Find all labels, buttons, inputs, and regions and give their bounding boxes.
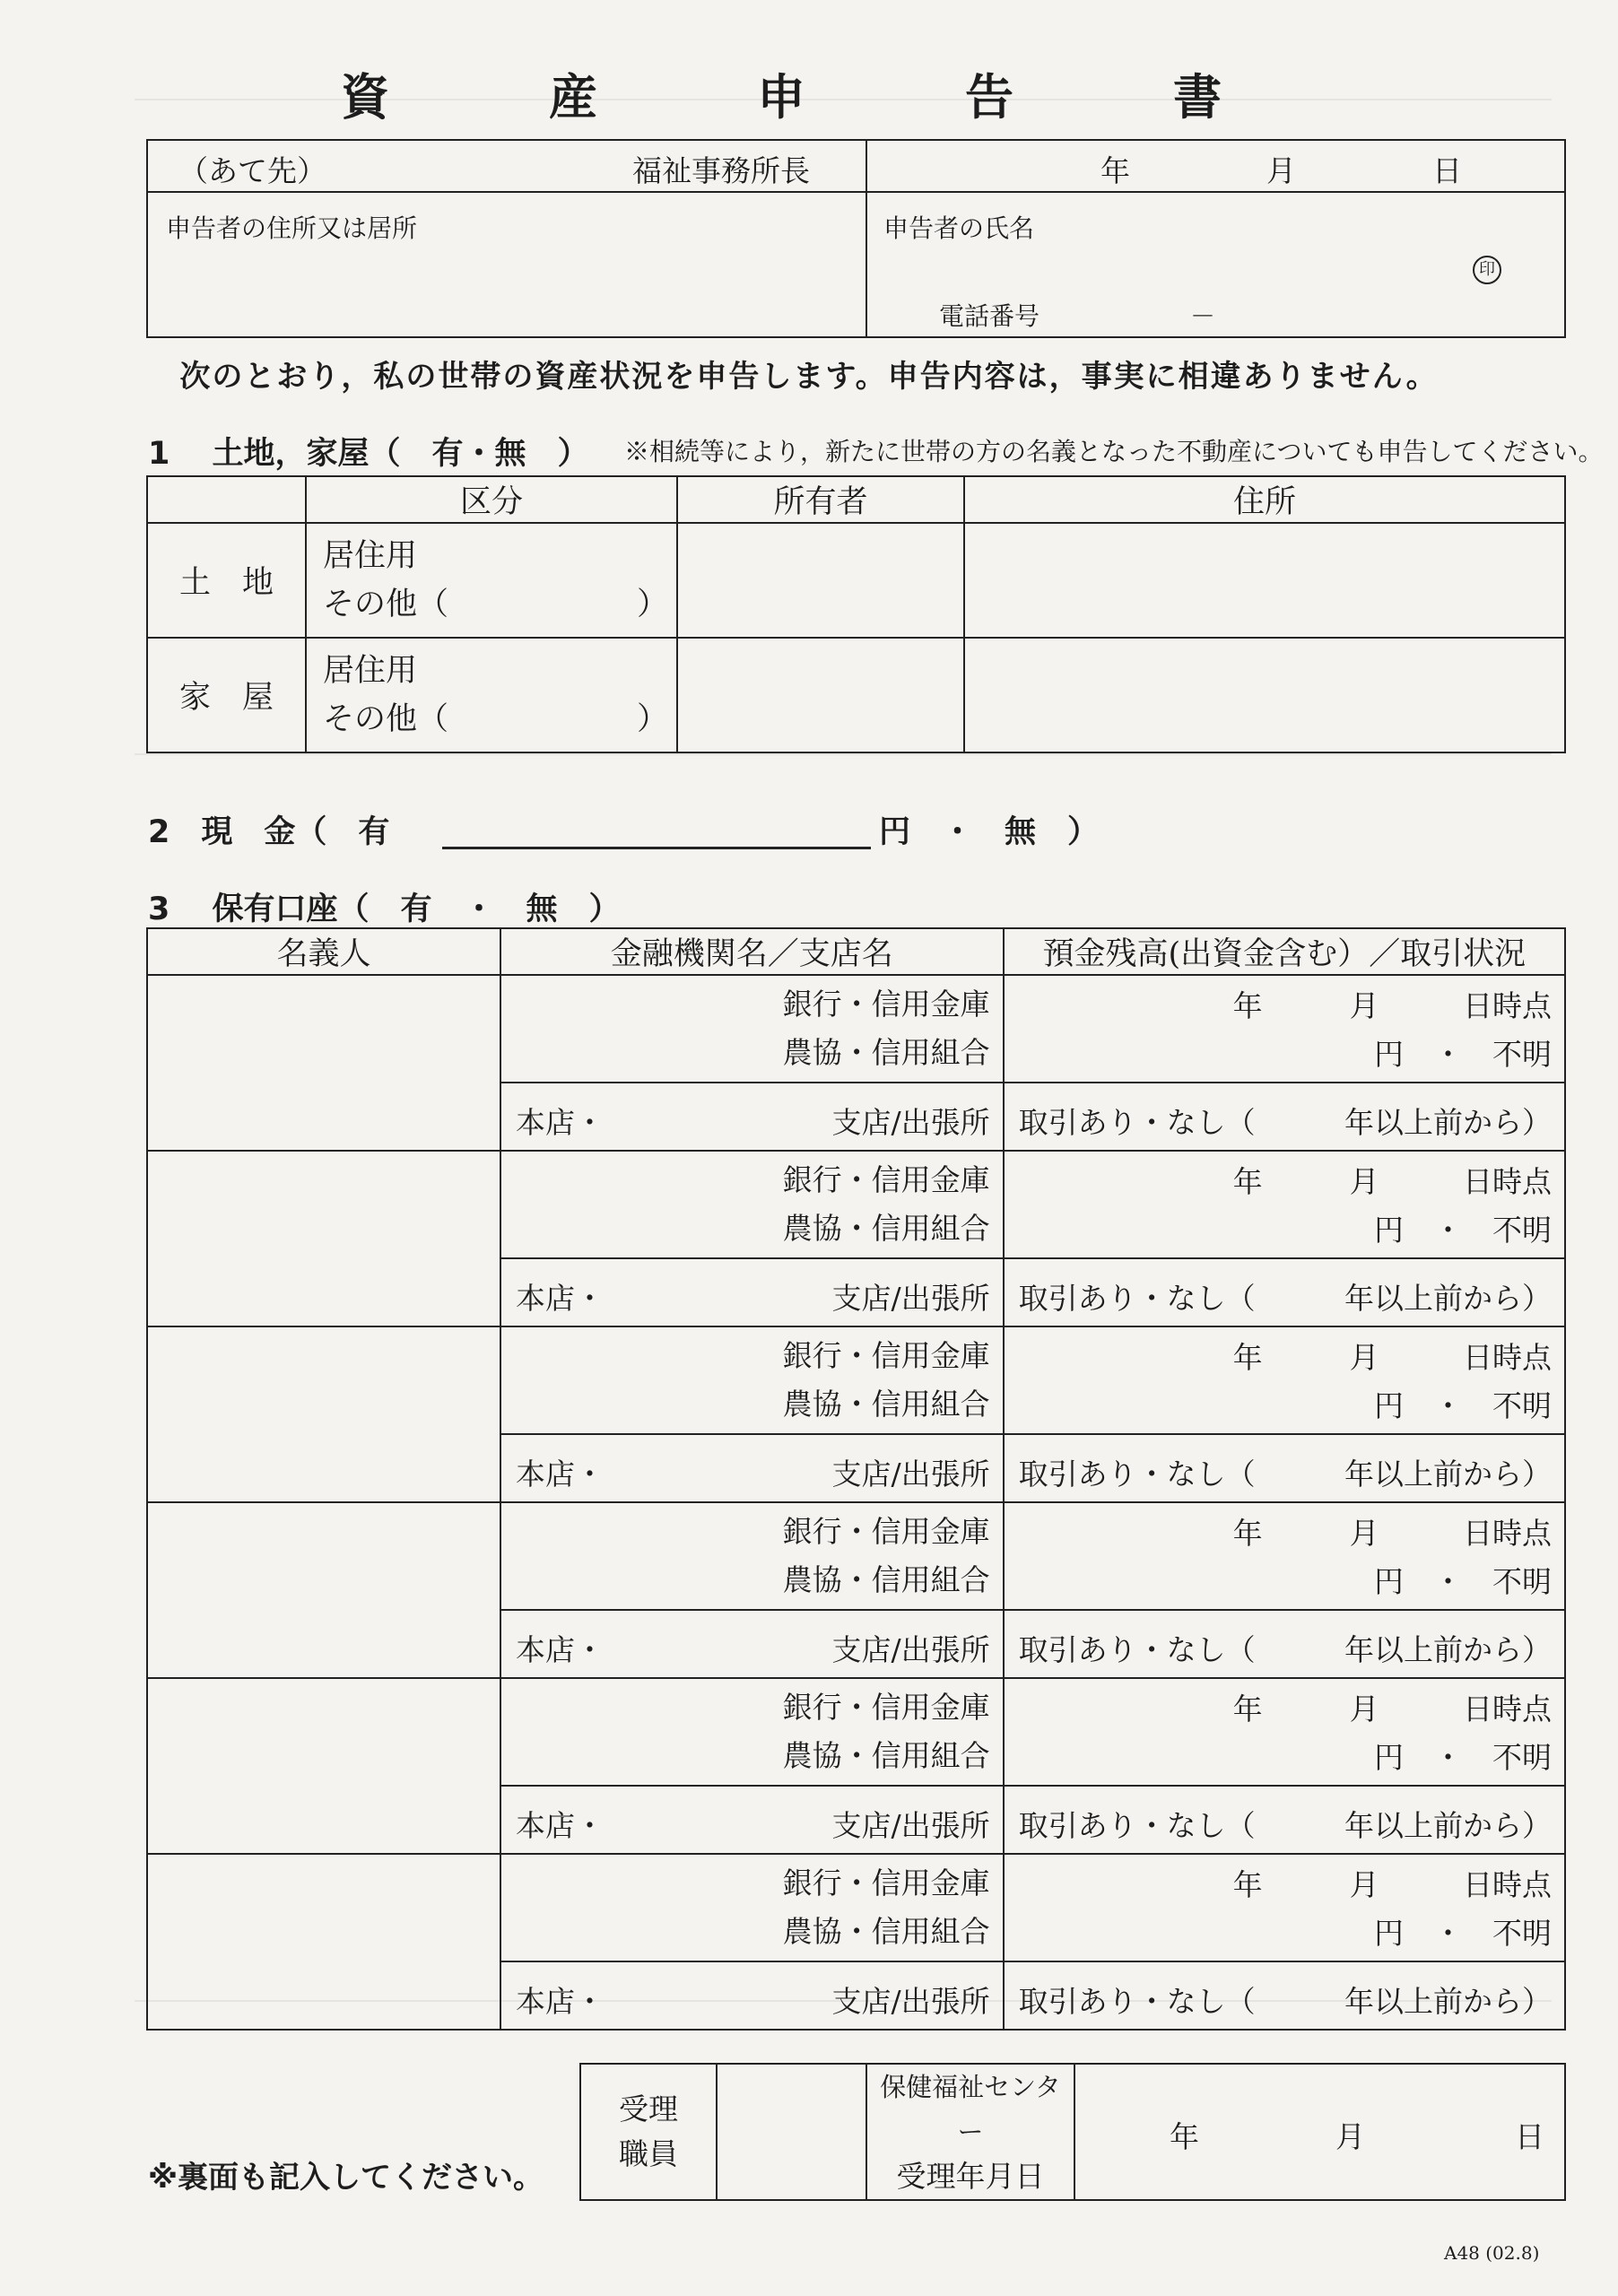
yen-unknown[interactable]: 円 ・ 不明 bbox=[1374, 1740, 1552, 1775]
institution-field[interactable] bbox=[500, 1151, 1004, 1258]
date-month: 月 bbox=[1349, 1516, 1379, 1551]
trade-yes-no[interactable]: 取引あり・なし（ bbox=[1018, 1808, 1256, 1843]
year-label: 年 bbox=[1170, 2119, 1199, 2154]
day-label: 日 bbox=[1515, 2119, 1544, 2154]
branch-field[interactable] bbox=[500, 1610, 1004, 1678]
address-label: 申告者の住所又は居所 bbox=[166, 213, 418, 243]
trade-years: 年以上前から） bbox=[1344, 1984, 1552, 2019]
date-day: 日時点 bbox=[1463, 1692, 1552, 1726]
institution-field[interactable] bbox=[500, 1854, 1004, 1961]
branch-label: 支店/出張所 bbox=[831, 1984, 990, 2019]
staff-label: 職員 bbox=[619, 2136, 678, 2171]
trade-yes-no[interactable]: 取引あり・なし（ bbox=[1018, 1457, 1256, 1492]
section3-heading: 3 保有口座（ 有 ・ 無 ） bbox=[148, 891, 621, 927]
date-day: 日時点 bbox=[1463, 1867, 1552, 1902]
institution-field[interactable] bbox=[500, 1326, 1004, 1434]
bank-type-options-2[interactable]: 農協・信用組合 bbox=[782, 1211, 990, 1246]
house-address-field[interactable] bbox=[964, 638, 1565, 752]
cash-amount-field[interactable] bbox=[442, 847, 871, 849]
col-institution: 金融機関名／支店名 bbox=[500, 928, 1004, 975]
bank-type-options-2[interactable]: 農協・信用組合 bbox=[782, 1387, 990, 1422]
trade-yes-no[interactable]: 取引あり・なし（ bbox=[1018, 1632, 1256, 1667]
balance-field[interactable] bbox=[1004, 1151, 1565, 1258]
bank-type-options[interactable]: 銀行・信用金庫 bbox=[782, 987, 990, 1022]
trade-status-field[interactable] bbox=[1004, 1258, 1565, 1326]
col-category: 区分 bbox=[306, 476, 677, 523]
received-label: 受理 bbox=[619, 2092, 678, 2126]
date-year: 年 bbox=[1232, 988, 1263, 1023]
center-label bbox=[866, 2064, 1074, 2200]
trade-yes-no[interactable]: 取引あり・なし（ bbox=[1018, 1984, 1256, 2019]
land-row-label: 土 地 bbox=[147, 523, 306, 638]
land-category-cell[interactable] bbox=[306, 523, 677, 638]
trade-status-field[interactable] bbox=[1004, 1610, 1565, 1678]
month-label: 月 bbox=[1266, 153, 1296, 188]
trade-yes-no[interactable]: 取引あり・なし（ bbox=[1018, 1281, 1256, 1316]
trade-years: 年以上前から） bbox=[1344, 1632, 1552, 1667]
yen-unknown[interactable]: 円 ・ 不明 bbox=[1374, 1916, 1552, 1951]
office-label: 福祉事務所長 bbox=[632, 153, 810, 188]
page-title: 資 産 申 告 書 bbox=[341, 69, 1277, 126]
balance-field[interactable] bbox=[1004, 1502, 1565, 1610]
phone-dash: － bbox=[1190, 301, 1216, 331]
phone-label: 電話番号 bbox=[939, 301, 1040, 331]
footer-note: ※裏面も記入してください。 bbox=[148, 2160, 544, 2196]
day-label: 日 bbox=[1432, 153, 1462, 188]
date-year: 年 bbox=[1232, 1867, 1263, 1902]
name-label: 申告者の氏名 bbox=[883, 213, 1035, 243]
section2-unit: 円 ・ 無 ） bbox=[879, 814, 1100, 850]
account-table bbox=[146, 927, 1566, 2031]
balance-field[interactable] bbox=[1004, 1326, 1565, 1434]
trade-status-field[interactable] bbox=[1004, 1083, 1565, 1151]
bank-type-options[interactable]: 銀行・信用金庫 bbox=[782, 1690, 990, 1725]
yen-unknown[interactable]: 円 ・ 不明 bbox=[1374, 1564, 1552, 1599]
ghost-line bbox=[135, 753, 1552, 755]
holder-field[interactable] bbox=[147, 1151, 500, 1326]
institution-field[interactable] bbox=[500, 975, 1004, 1083]
land-corner bbox=[147, 476, 306, 523]
date-day: 日時点 bbox=[1463, 1340, 1552, 1375]
trade-years: 年以上前から） bbox=[1344, 1808, 1552, 1843]
declaration-text: 次のとおり，私の世帯の資産状況を申告します。申告内容は，事実に相違ありません。 bbox=[179, 359, 1439, 395]
bank-type-options[interactable]: 銀行・信用金庫 bbox=[782, 1338, 990, 1373]
balance-field[interactable] bbox=[1004, 975, 1565, 1083]
holder-field[interactable] bbox=[147, 1854, 500, 2030]
institution-field[interactable] bbox=[500, 1502, 1004, 1610]
institution-field[interactable] bbox=[500, 1678, 1004, 1786]
date-month: 月 bbox=[1349, 1692, 1379, 1726]
other-option[interactable]: その他（ ） bbox=[323, 587, 669, 622]
bank-type-options-2[interactable]: 農協・信用組合 bbox=[782, 1914, 990, 1949]
head-office-label: 本店・ bbox=[515, 1984, 605, 2019]
holder-field[interactable] bbox=[147, 1326, 500, 1502]
branch-label: 支店/出張所 bbox=[831, 1808, 990, 1843]
trade-yes-no[interactable]: 取引あり・なし（ bbox=[1018, 1105, 1256, 1140]
yen-unknown[interactable]: 円 ・ 不明 bbox=[1374, 1388, 1552, 1423]
trade-status-field[interactable] bbox=[1004, 1961, 1565, 2030]
house-owner-field[interactable] bbox=[677, 638, 964, 752]
branch-label: 支店/出張所 bbox=[831, 1632, 990, 1667]
date-month: 月 bbox=[1349, 1867, 1379, 1902]
balance-field[interactable] bbox=[1004, 1854, 1565, 1961]
recipient-cell bbox=[147, 140, 866, 192]
balance-field[interactable] bbox=[1004, 1678, 1565, 1786]
trade-years: 年以上前から） bbox=[1344, 1281, 1552, 1316]
col-balance: 預金残高(出資金含む）／取引状況 bbox=[1004, 928, 1565, 975]
section1-note: ※相続等により，新たに世帯の方の名義となった不動産についても申告してください。 bbox=[624, 437, 1604, 466]
month-label: 月 bbox=[1335, 2119, 1365, 2154]
date-year: 年 bbox=[1232, 1516, 1263, 1551]
address-field[interactable] bbox=[147, 192, 866, 337]
date-year: 年 bbox=[1232, 1164, 1263, 1199]
trade-years: 年以上前から） bbox=[1344, 1457, 1552, 1492]
yen-unknown[interactable]: 円 ・ 不明 bbox=[1374, 1213, 1552, 1248]
date-day: 日時点 bbox=[1463, 1516, 1552, 1551]
yen-unknown[interactable]: 円 ・ 不明 bbox=[1374, 1037, 1552, 1072]
date-cell[interactable] bbox=[866, 140, 1565, 192]
date-month: 月 bbox=[1349, 988, 1379, 1023]
branch-field[interactable] bbox=[500, 1083, 1004, 1151]
section2-heading: 2 現 金（ 有 bbox=[148, 814, 390, 850]
head-office-label: 本店・ bbox=[515, 1457, 605, 1492]
bank-type-options[interactable]: 銀行・信用金庫 bbox=[782, 1866, 990, 1900]
residential-option[interactable]: 居住用 bbox=[323, 653, 418, 689]
trade-status-field[interactable] bbox=[1004, 1434, 1565, 1502]
head-office-label: 本店・ bbox=[515, 1808, 605, 1843]
land-address-field[interactable] bbox=[964, 523, 1565, 638]
head-office-label: 本店・ bbox=[515, 1281, 605, 1316]
branch-label: 支店/出張所 bbox=[831, 1457, 990, 1492]
date-year: 年 bbox=[1232, 1692, 1263, 1726]
received-date-field[interactable] bbox=[1074, 2064, 1565, 2200]
date-month: 月 bbox=[1349, 1164, 1379, 1199]
col-address: 住所 bbox=[964, 476, 1565, 523]
section1-heading: 1 土地，家屋（ 有・無 ） bbox=[148, 436, 589, 472]
receipt-box bbox=[579, 2063, 1566, 2201]
bank-type-options-2[interactable]: 農協・信用組合 bbox=[782, 1562, 990, 1597]
bank-type-options-2[interactable]: 農協・信用組合 bbox=[782, 1035, 990, 1070]
house-category-cell[interactable] bbox=[306, 638, 677, 752]
col-holder: 名義人 bbox=[147, 928, 500, 975]
branch-field[interactable] bbox=[500, 1434, 1004, 1502]
holder-field[interactable] bbox=[147, 975, 500, 1151]
house-row-label: 家 屋 bbox=[147, 638, 306, 752]
branch-label: 支店/出張所 bbox=[831, 1105, 990, 1140]
holder-field[interactable] bbox=[147, 1678, 500, 1854]
trade-status-field[interactable] bbox=[1004, 1786, 1565, 1854]
center-name: 保健福祉センター bbox=[880, 2072, 1061, 2147]
other-option[interactable]: その他（ ） bbox=[323, 701, 669, 737]
seal-mark: 印 bbox=[1473, 256, 1501, 284]
date-year: 年 bbox=[1232, 1340, 1263, 1375]
recipient-label: （あて先） bbox=[178, 153, 326, 188]
land-table bbox=[146, 475, 1566, 753]
received-date-label: 受理年月日 bbox=[896, 2159, 1045, 2194]
form-code: A48 (02.8) bbox=[1444, 2242, 1540, 2264]
header-box bbox=[146, 139, 1566, 338]
trade-years: 年以上前から） bbox=[1344, 1105, 1552, 1140]
bank-type-options[interactable]: 銀行・信用金庫 bbox=[782, 1162, 990, 1197]
name-field[interactable] bbox=[866, 192, 1565, 337]
branch-label: 支店/出張所 bbox=[831, 1281, 990, 1316]
residential-option[interactable]: 居住用 bbox=[323, 538, 418, 574]
date-day: 日時点 bbox=[1463, 988, 1552, 1023]
date-day: 日時点 bbox=[1463, 1164, 1552, 1199]
holder-field[interactable] bbox=[147, 1502, 500, 1678]
received-staff-label bbox=[580, 2064, 717, 2200]
head-office-label: 本店・ bbox=[515, 1105, 605, 1140]
col-owner: 所有者 bbox=[677, 476, 964, 523]
date-month: 月 bbox=[1349, 1340, 1379, 1375]
bank-type-options[interactable]: 銀行・信用金庫 bbox=[782, 1514, 990, 1549]
branch-field[interactable] bbox=[500, 1961, 1004, 2030]
head-office-label: 本店・ bbox=[515, 1632, 605, 1667]
branch-field[interactable] bbox=[500, 1786, 1004, 1854]
year-label: 年 bbox=[1100, 153, 1130, 188]
land-owner-field[interactable] bbox=[677, 523, 964, 638]
branch-field[interactable] bbox=[500, 1258, 1004, 1326]
bank-type-options-2[interactable]: 農協・信用組合 bbox=[782, 1738, 990, 1773]
staff-field[interactable] bbox=[717, 2064, 866, 2200]
